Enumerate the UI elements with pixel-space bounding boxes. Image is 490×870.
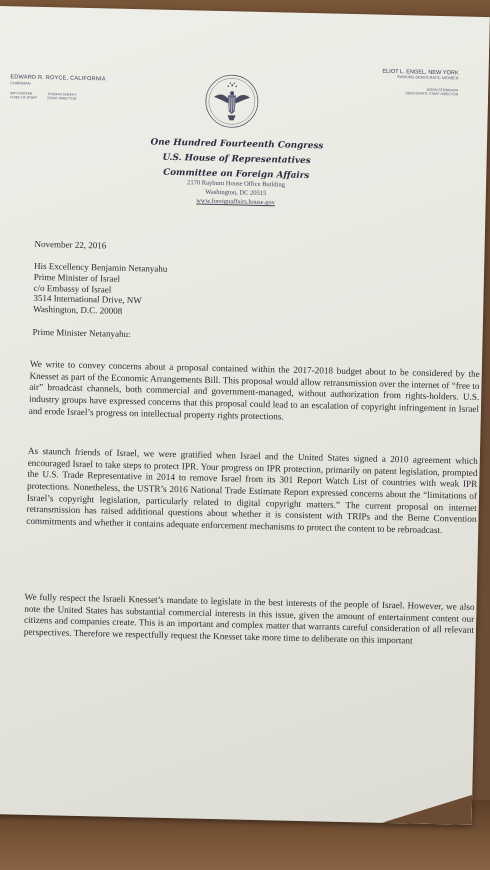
staff-name: JASON STEINBAUM: [426, 87, 459, 93]
letter-page: [0, 6, 490, 825]
address-line: Washington, DC 20515: [205, 188, 267, 198]
recipient-line: 3514 International Drive, NW: [33, 293, 142, 306]
recipient-address: [33, 261, 167, 318]
committee-address: [126, 177, 347, 209]
address-line: 2170 Rayburn House Office Building: [187, 179, 285, 189]
staff-name: THOMAS SHEEHY: [47, 92, 77, 97]
body-paragraph: As staunch friends of Israel, we were gratified when Israel and the United States signed a 2010 agreement which encouraged Israel to take steps to protect IPR. Your progress on IPR protection, primarily on patent legislation, prompted the U.S. Trade Representative in 2014 to remove Israel from its 301 Report Watch List of countries with weak IPR protections. Nonetheless, the USTR’s 2016 National Trade Estimate Report expressed concerns about the “limitations of Israel’s copyright legislation, particularly related to digital copyright matters.” The current proposal on internet retransmission has raised additional questions about whether it is consistent with TRIPs and the Berne Convention commitments and whether it contains adequate enforcement mechanisms to protect the content to be rebroadcast.: [26, 445, 478, 535]
chairman-name: EDWARD R. ROYCE, CALIFORNIA: [10, 74, 106, 83]
staff-title: DEMOCRATIC STAFF DIRECTOR: [405, 91, 459, 97]
chairman-block: [10, 74, 106, 102]
body-paragraph: We write to convey concerns about a proposal contained within the 2017-2018 budget about to be considered by the Knesset as part of the Economic Arrangements Bill. This proposal would allow retransmission over the internet of “free to air” broadcast channels, both commercial and government-managed, without authorization from rights-holders. U.S. industry groups have expressed concerns that this proposal could lead to an escalation of copyright infringement in Israel and erode Israel’s progress on intellectual property rights protections.: [28, 358, 480, 422]
congress-line: One Hundred Fourteenth Congress: [150, 137, 324, 152]
ranking-member-block: [382, 69, 459, 97]
house-line: U.S. House of Representatives: [162, 152, 311, 167]
great-seal-icon: [203, 73, 260, 130]
body-paragraph: We fully respect the Israeli Knesset’s mandate to legislate in the best interests of the people of Israel. However, we also note the United States has substantial commercial interests in this issue, given the amount of entertainment content our citizens and companies create. This is an important and complex matter that warrants careful consideration of all relevant perspectives. Therefore we respectfully request the Knesset take more time to deliberate on this important: [23, 591, 475, 646]
salutation: Prime Minister Netanyahu:: [32, 326, 131, 340]
website-link[interactable]: www.foreignaffairs.house.gov: [196, 197, 276, 207]
committee-line: Committee on Foreign Affairs: [163, 167, 310, 182]
recipient-line: c/o Embassy of Israel: [33, 282, 112, 295]
ranking-member-title: RANKING DEMOCRATIC MEMBER: [397, 75, 459, 81]
chairman-title: CHAIRMAN: [10, 81, 31, 86]
staff-name: AMY PORTER: [9, 91, 33, 96]
recipient-line: His Excellency Benjamin Netanyahu: [34, 260, 168, 274]
recipient-line: Prime Minister of Israel: [33, 271, 121, 284]
staff-title: CHIEF OF STAFF: [9, 95, 38, 101]
staff-title: STAFF DIRECTOR: [47, 96, 77, 101]
recipient-line: Washington, D.C. 20008: [33, 304, 123, 317]
letter-date: November 22, 2016: [34, 238, 107, 251]
ranking-member-name: ELIOT L. ENGEL, NEW YORK: [382, 68, 459, 77]
